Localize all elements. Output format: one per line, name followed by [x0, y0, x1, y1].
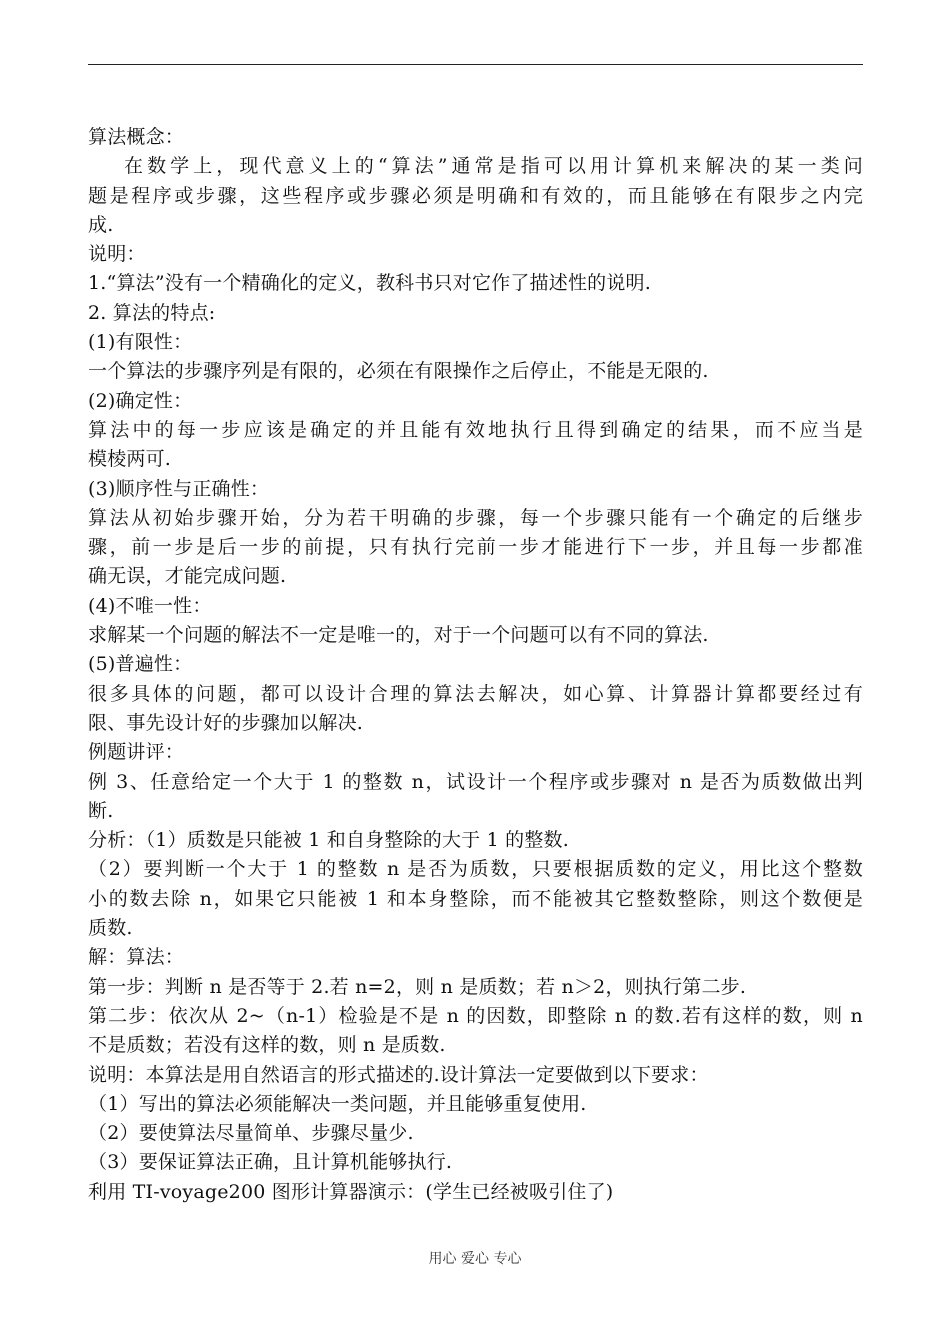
document-body [88, 123, 863, 1207]
text-line: 不是质数；若没有这样的数，则 n 是质数. [88, 1034, 446, 1057]
text-line: 断. [88, 799, 114, 822]
text-line: 2. 算法的特点: [88, 301, 216, 324]
text-line: 确无误，才能完成问题. [88, 565, 287, 588]
text-line: 成. [88, 213, 114, 236]
text-line: (2)确定性： [88, 389, 193, 412]
text-line: 1.“算法”没有一个精确化的定义，教科书只对它作了描述性的说明. [88, 272, 651, 295]
text-line: 题是程序或步骤，这些程序或步骤必须是明确和有效的，而且能够在有限步之内完 [88, 184, 863, 207]
text-line: (3)顺序性与正确性： [88, 477, 270, 500]
text-line: 解：算法： [88, 946, 185, 969]
text-line: 算法概念： [88, 126, 185, 148]
text-line: 第二步：依次从 2~（n-1）检验是不是 n 的因数，即整除 n 的数.若有这样的数，则 n [88, 1004, 863, 1027]
text-line: 算法从初始步骤开始，分为若干明确的步骤，每一个步骤只能有一个确定的后继步 [88, 506, 863, 529]
text-line: 骤，前一步是后一步的前提，只有执行完前一步才能进行下一步，并且每一步都准 [88, 536, 863, 559]
text-line: （2）要判断一个大于 1 的整数 n 是否为质数，只要根据质数的定义，用比这个整数 [88, 858, 863, 881]
text-line: 例题讲评： [88, 741, 185, 764]
text-line: 分析：（1）质数是只能被 1 和自身整除的大于 1 的整数. [88, 829, 569, 852]
text-line: 很多具体的问题，都可以设计合理的算法去解决，如心算、计算器计算都要经过有 [88, 682, 863, 705]
text-line: 在数学上，现代意义上的“算法”通常是指可以用计算机来解决的某一类问 [124, 155, 863, 178]
text-line: （2）要使算法尽量简单、步骤尽量少. [88, 1122, 414, 1145]
text-line: 算法中的每一步应该是确定的并且能有效地执行且得到确定的结果，而不应当是 [88, 418, 863, 441]
text-line: 说明：本算法是用自然语言的形式描述的.设计算法一定要做到以下要求： [88, 1063, 709, 1086]
text-line: 例 3、任意给定一个大于 1 的整数 n，试设计一个程序或步骤对 n 是否为质数做出判 [88, 770, 863, 793]
text-line: 利用 TI-voyage200 图形计算器演示：(学生已经被吸引住了) [88, 1180, 614, 1203]
text-line: (4)不唯一性： [88, 594, 212, 617]
text-line: （1）写出的算法必须能解决一类问题，并且能够重复使用. [88, 1092, 587, 1115]
page-footer: 用心 爱心 专心 [428, 1251, 522, 1267]
text-line: 说明： [88, 243, 146, 266]
text-line: 限、事先设计好的步骤加以解决. [88, 711, 364, 734]
text-line: (5)普遍性： [88, 653, 193, 676]
text-line: 小的数去除 n，如果它只能被 1 和本身整除，而不能被其它整数整除，则这个数便是 [88, 887, 863, 910]
text-line: 模棱两可. [88, 448, 172, 471]
header-rule [88, 64, 863, 65]
text-line: 质数. [88, 917, 133, 940]
text-line: 第一步：判断 n 是否等于 2.若 n=2，则 n 是质数；若 n＞2，则执行第二步. [88, 975, 747, 998]
text-line: 求解某一个问题的解法不一定是唯一的，对于一个问题可以有不同的算法. [88, 624, 709, 647]
text-line: (1)有限性： [88, 331, 193, 354]
text-line: （3）要保证算法正确，且计算机能够执行. [88, 1151, 453, 1174]
text-line: 一个算法的步骤序列是有限的，必须在有限操作之后停止，不能是无限的. [88, 360, 709, 383]
